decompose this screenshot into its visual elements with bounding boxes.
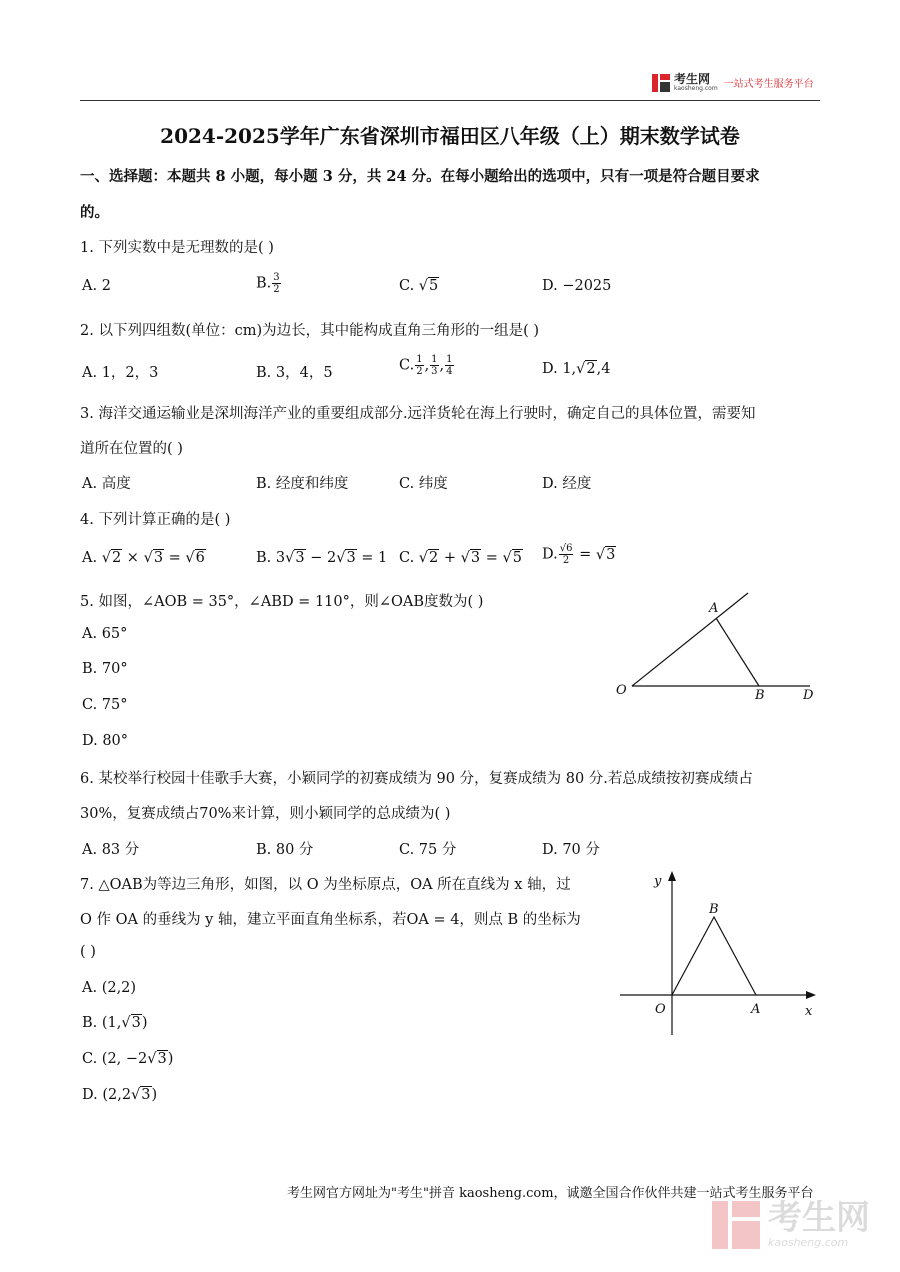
q7-x-axis-arrow-icon — [806, 991, 816, 999]
watermark-name: 考生网 — [768, 1198, 870, 1238]
q5-option-c: C. 75° — [82, 697, 128, 713]
q7-coordinate-figure — [612, 865, 827, 1045]
brand-slogan: 一站式考生服务平台 — [723, 79, 814, 90]
q7-label-b: B — [709, 902, 719, 917]
q5-label-o: O — [616, 683, 627, 698]
q7-label-y: y — [654, 874, 662, 889]
watermark-logo-icon — [712, 1201, 760, 1249]
q5-option-d: D. 80° — [82, 733, 129, 749]
q6-option-c: C. 75 分 — [399, 842, 457, 858]
q4-option-a: A. √2 × √3 = √6 — [82, 550, 205, 566]
q3-option-d: D. 经度 — [542, 476, 592, 492]
q4-stem: 4. 下列计算正确的是( ) — [80, 512, 231, 528]
q7-option-d: D. (2,2√3) — [82, 1087, 158, 1103]
header-logo — [652, 73, 814, 92]
q5-triangle-figure — [600, 585, 840, 710]
q5-label-d: D — [803, 688, 814, 703]
brand-domain: kaosheng.com — [674, 85, 718, 92]
q5-stem: 5. 如图，∠AOB = 35°，∠ABD = 110°，则∠OAB度数为( ) — [80, 594, 484, 610]
q6-option-d: D. 70 分 — [542, 842, 600, 858]
q3-stem-line1: 3. 海洋交通运输业是深圳海洋产业的重要组成部分.远洋货轮在海上行驶时，确定自己的具体位置，需要知 — [80, 406, 756, 422]
q7-stem-line2: O 作 OA 的垂线为 y 轴，建立平面直角坐标系，若OA = 4，则点 B 的坐标为 — [80, 912, 581, 928]
q2-option-a: A. 1，2，3 — [82, 365, 159, 381]
q1-stem: 1. 下列实数中是无理数的是( ) — [80, 240, 274, 256]
q5-label-b: B — [755, 688, 765, 703]
q1-option-d: D. −2025 — [542, 278, 612, 294]
q7-stem-line3: ( ) — [80, 944, 96, 960]
q7-option-b: B. (1,√3) — [82, 1015, 148, 1031]
q7-stem-line1: 7. △OAB为等边三角形，如图，以 O 为坐标原点，OA 所在直线为 x 轴，过 — [80, 877, 571, 893]
q1-option-b: B. $\frac{3}{2}$ — [256, 272, 280, 295]
q5-segment-ab — [716, 618, 759, 686]
q7-option-a: A. (2,2) — [82, 980, 137, 996]
brand-name: 考生网 — [674, 72, 711, 86]
q7-option-c: C. (2, −2√3) — [82, 1051, 174, 1067]
q6-option-b: B. 80 分 — [256, 842, 314, 858]
watermark — [712, 1200, 870, 1249]
brand-logo-icon — [652, 74, 670, 92]
q7-label-o: O — [655, 1002, 666, 1017]
q2-option-c: C. $\frac{1}{2}$ , $\frac{1}{3}$ , $\frac{1}{4}$ — [399, 354, 453, 377]
q5-label-a: A — [709, 601, 719, 616]
q5-option-a: A. 65° — [82, 626, 128, 642]
q6-stem-line2: 30%，复赛成绩占70%来计算，则小颖同学的总成绩为( ) — [80, 806, 451, 822]
q6-stem-line1: 6. 某校举行校园十佳歌手大赛，小颖同学的初赛成绩为 90 分，复赛成绩为 80 分.若总成绩按初赛成绩占 — [80, 771, 753, 787]
q2-option-d: D. 1,√2,4 — [542, 361, 611, 377]
q1-option-c: C. √5 — [399, 278, 439, 294]
q7-label-a: A — [751, 1002, 761, 1017]
footer-text: 考生网官方网址为"考生"拼音 kaosheng.com，诚邀全国合作伙伴共建一站式考生服务平台 — [287, 1186, 814, 1201]
q4-option-b: B. 3√3 − 2√3 = 1 — [256, 550, 388, 566]
section-heading-line1: 一、选择题：本题共 8 小题，每小题 3 分，共 24 分。在每小题给出的选项中，只有一项是符合题目要求 — [80, 168, 760, 185]
q2-stem: 2. 以下列四组数(单位：cm)为边长，其中能构成直角三角形的一组是( ) — [80, 323, 540, 339]
watermark-domain: kaosheng.com — [768, 1236, 849, 1249]
section-heading-line2: 的。 — [80, 204, 109, 221]
q3-option-c: C. 纬度 — [399, 476, 448, 492]
q3-option-b: B. 经度和纬度 — [256, 476, 349, 492]
q4-option-c: C. √2 + √3 = √5 — [399, 550, 522, 566]
exam-title: 2024-2025学年广东省深圳市福田区八年级（上）期末数学试卷 — [160, 124, 740, 148]
header-divider — [80, 100, 820, 101]
q2-option-b: B. 3，4，5 — [256, 365, 333, 381]
q5-ray-oa — [632, 593, 748, 686]
q7-y-axis-arrow-icon — [668, 871, 676, 881]
q7-triangle-oab — [672, 917, 756, 995]
q3-option-a: A. 高度 — [82, 476, 131, 492]
q5-option-b: B. 70° — [82, 661, 128, 677]
q7-label-x: x — [805, 1004, 813, 1019]
q3-stem-line2: 道所在位置的( ) — [80, 441, 183, 457]
q4-option-d: D. $\frac{√6}{2}$ = √3 — [542, 543, 616, 566]
q1-option-a: A. 2 — [82, 278, 111, 294]
q6-option-a: A. 83 分 — [82, 842, 140, 858]
